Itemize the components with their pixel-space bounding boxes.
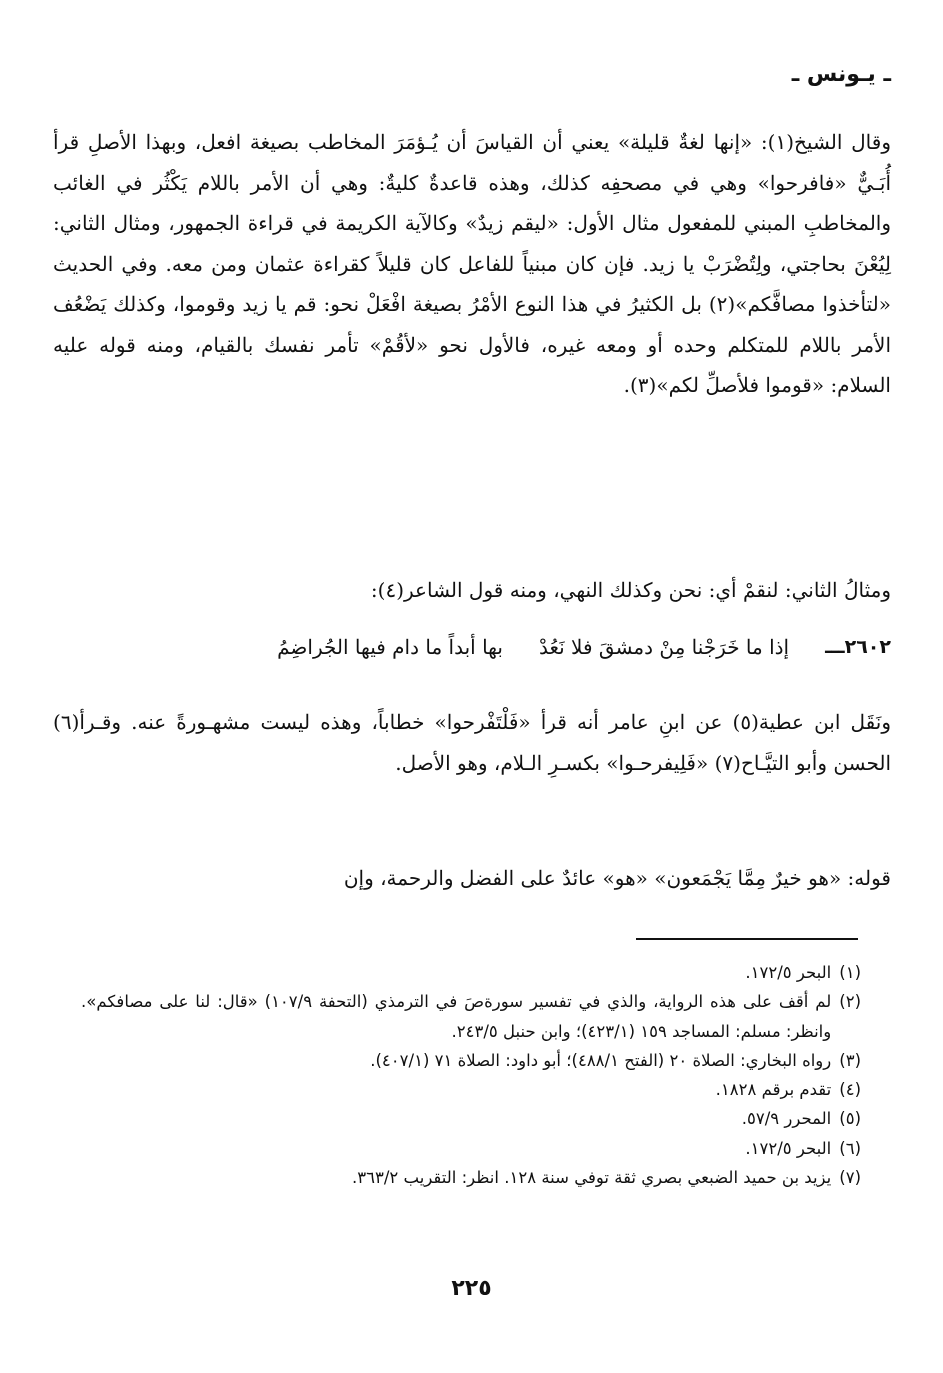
- footnote-text: لم أقف على هذه الرواية، والذي في تفسير سورةصَ في الترمذي (التحفة ١٠٧/٩) «قال: لنا على مصافكم». وانظر: مسلم: المساجد ١٥٩ (٤٢٣/١)؛ وابن حنبل ٢٤٣/٥.: [81, 992, 832, 1041]
- footnote-text: البحر ١٧٢/٥.: [745, 1138, 832, 1158]
- footnote-text: تقدم برقم ١٨٢٨.: [715, 1080, 832, 1100]
- body-paragraph-4: [53, 858, 891, 899]
- footnote-text: يزيد بن حميد الضبعي بصري ثقة توفي سنة ١٢٨. انظر: التقريب ٣٦٣/٢.: [352, 1168, 832, 1188]
- page-number: ٢٢٥: [451, 1276, 492, 1301]
- footnote-number: (٥): [839, 1109, 861, 1129]
- paragraph-text: وقال الشيخ(١): «إنها لغةٌ قليلة» يعني أن القياسَ أن يُـؤمَرَ المخاطب بصيغة افعل، وبهذا الأصلِ قرأ أُبَـيٌّ «فافرحوا» وهي في مصحفِه كذلك، وهذه قاعدةٌ كليةٌ: وهي أن الأمر باللام يَكْثُر في الغائب والمخاطبِ المبني للمفعول مثال الأول: «ليقم زيدٌ» وكالآية الكريمة في قراءة الجمهور، ومثال الثاني: لِيُعْنَ بحاجتي، ولِتُضْرَبْ يا زيد. فإن كان مبنياً للفاعل كان قليلاً كقراءة عثمان ومن معه. وفي الحديث «لتأخذوا مصافَّكم»(٢) بل الكثيرُ في هذا النوع الأمْرُ بصيغة افْعَلْ نحو: قم يا زيد وقوموا، وكذلك يَضْعُف الأمر باللام للمتكلم وحده أو ومعه غيره، فالأول نحو «لأقُمْ» تأمر نفسك بالقيام، ومنه قوله عليه السلام: «قوموا فلأصلِّ لكم»(٣).: [53, 130, 892, 397]
- paragraph-text: ومثالُ الثاني: لنقمْ أي: نحن وكذلك النهي، ومنه قول الشاعر(٤):: [370, 578, 891, 602]
- running-title: ـ يـونس ـ: [791, 62, 891, 87]
- footnote-text: البحر ١٧٢/٥.: [745, 963, 832, 982]
- body-paragraph-3: [53, 702, 891, 783]
- footnote-number: (١): [839, 963, 861, 982]
- footnote-item: [81, 1075, 861, 1104]
- footnote-item: [81, 1163, 861, 1192]
- verse-first-hemistich: إذا ما خَرَجْنا مِنْ دمشقَ فلا نَعُدْ: [538, 635, 790, 659]
- footnote-number: (٣): [839, 1050, 861, 1070]
- footnote-number: (٤): [839, 1080, 861, 1100]
- poetry-verse: [53, 625, 891, 669]
- body-paragraph-2: [53, 570, 891, 611]
- footnote-item: [81, 1046, 861, 1075]
- footnote-number: (٦): [839, 1138, 861, 1158]
- footnotes-list: [81, 958, 861, 1192]
- footnote-number: (٢): [839, 992, 861, 1012]
- footnote-item: [81, 1134, 861, 1163]
- footnote-item: [81, 958, 861, 987]
- verse-number: ٢٦٠٢ـــ: [825, 636, 891, 658]
- paragraph-text: ونَقَل ابن عطية(٥) عن ابنِ عامر أنه قرأ «فَلْتَفْرحوا» خطاباً، وهذه ليست مشهـورةً عنه. وقـرأ(٦) الحسن وأبو التيَّـاح(٧) «فَلِيفرحـوا» بكسـرِ الـلام، وهو الأصل.: [53, 710, 892, 775]
- verse-second-hemistich: بها أبداً ما دام فيها الجُراضِمُ: [277, 635, 503, 659]
- body-paragraph-1: [53, 122, 891, 406]
- footnote-divider: [636, 938, 858, 940]
- footnote-number: (٧): [839, 1168, 861, 1188]
- footnote-text: رواه البخاري: الصلاة ٢٠ (الفتح ٤٨٨/١)؛ أبو داود: الصلاة ٧١ (٤٠٧/١).: [370, 1050, 832, 1070]
- paragraph-text: قوله: «هو خيرٌ مِمَّا يَجْمَعون» «هو» عائدٌ على الفضل والرحمة، وإن: [343, 866, 891, 890]
- footnote-text: المحرر ٥٧/٩.: [741, 1109, 832, 1129]
- footnote-item: [81, 1104, 861, 1133]
- footnote-item: [81, 987, 861, 1046]
